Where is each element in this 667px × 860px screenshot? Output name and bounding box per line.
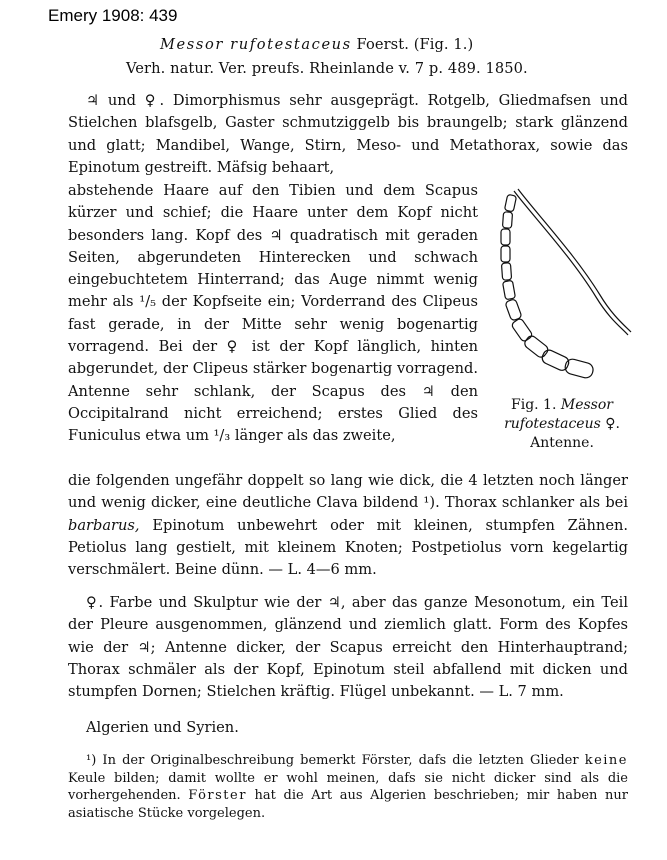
para2-text: ♀. Farbe und Skulptur wie der ♃, aber das ganze Mesonotum, ein Teil der Pleure ausgenommen, glänzend und ziemlich glatt. Form des Kopfes wie der ♃; Antenne dicker, der Scapus erreicht den Hinterhauptrand; Thorax schmäler als der Kopf, Epinotum steil abfallend mit dicken und stumpfen Dornen; Stielchen kräftig. Flügel unbekannt. — L. 7 mm. — [68, 594, 628, 701]
species-heading — [160, 34, 473, 56]
figure-reference: (Fig. 1.) — [413, 36, 474, 53]
literature-reference: Verh. natur. Ver. preufs. Rheinlande v. 7 p. 489. 1850. — [126, 60, 528, 77]
para1-narrow: abstehende Haare auf den Tibien und dem Scapus kürzer und schief; die Haare unter dem Kopf nicht besonders lang. Kopf des ♃ quadratisch mit geraden Seiten, abgerundeten Hinterecken und schwach eingebuchtetem Hinterrand; das Auge nimmt wenig mehr als ¹/₅ der Kopfseite ein; Vorderrand des Clipeus fast gerade, in der Mitte sehr wenig bogenartig vorragend. Bei der ♀ ist der Kopf länglich, hinten abgerundet, der Clipeus stärker bogenartig vorragend. Antenne sehr schlank, der Scapus des ♃ den Occipitalrand nicht erreichend; erstes Glied des Funiculus etwa um ¹/₃ länger als das zweite, — [68, 182, 478, 445]
antenna-funiculus — [501, 194, 595, 379]
para1-rest-a: die folgenden ungefähr doppelt so lang wie dick, die 4 letzten noch länger und wenig dicker, eine deutliche Clava bildend ¹). Thorax schlanker als bei — [68, 472, 628, 512]
para1-rest — [68, 470, 628, 581]
species-name: Messor rufotestaceus — [160, 36, 352, 53]
caption-line-2: Antenne. — [530, 435, 594, 451]
footnote-text-c: hat die Art aus Algerien beschrieben; mir haben nur asiatische Stücke vorgelegen. — [68, 788, 628, 821]
footnote-author: Förster — [188, 788, 247, 803]
barbarus-term: barbarus, — [68, 516, 140, 534]
caption-species: Messor rufotestaceus — [504, 397, 613, 432]
caption-fig-number: Fig. 1. — [511, 397, 561, 413]
para1-rest-b: Epinotum unbewehrt oder mit kleinen, stumpfen Zähnen. Petiolus lang gestielt, mit kleinem Knoten; Postpetiolus vorn kegelartig verschmälert. Beine dünn. — L. 4—6 mm. — [68, 516, 628, 579]
caption-sex: ♀. — [600, 416, 620, 432]
description-paragraph-1a — [68, 90, 628, 179]
caption-line-1 — [482, 396, 642, 434]
footnote-mark: ¹) — [86, 753, 97, 768]
footnote-text-a: In der Originalbeschreibung bemerkt Förster, dafs die letzten Glieder — [96, 753, 585, 768]
antenna-scapus — [514, 191, 628, 335]
para3-text: Algerien und Syrien. — [86, 719, 239, 736]
description-paragraph-1b — [68, 180, 478, 448]
source-label: Emery 1908: 439 — [48, 6, 178, 25]
footnote — [68, 752, 628, 822]
description-paragraph-2 — [68, 592, 628, 703]
footnote-text — [68, 752, 628, 822]
description-paragraph-1c — [68, 470, 628, 581]
distribution-paragraph — [68, 717, 628, 739]
footnote-emphasis: keine — [584, 753, 628, 768]
species-author: Foerst. — [356, 36, 409, 53]
antenna-figure — [492, 185, 642, 395]
para1-full-width: ♃ und ♀. Dimorphismus sehr ausgeprägt. Rotgelb, Gliedmafsen und Stielchen blafsgelb, Gaster schmutziggelb bis braungelb; stark glänzend und glatt; Mandibel, Wange, Stirn, Meso- und Metathorax, sowie das Epinotum gestreift. Mäfsig behaart, — [68, 92, 628, 176]
figure-caption — [482, 396, 642, 453]
footnote-text-b: Keule bilden; damit wollte er wohl meinen, dafs sie nicht dicker sind als die vorhergehenden. — [68, 770, 628, 803]
